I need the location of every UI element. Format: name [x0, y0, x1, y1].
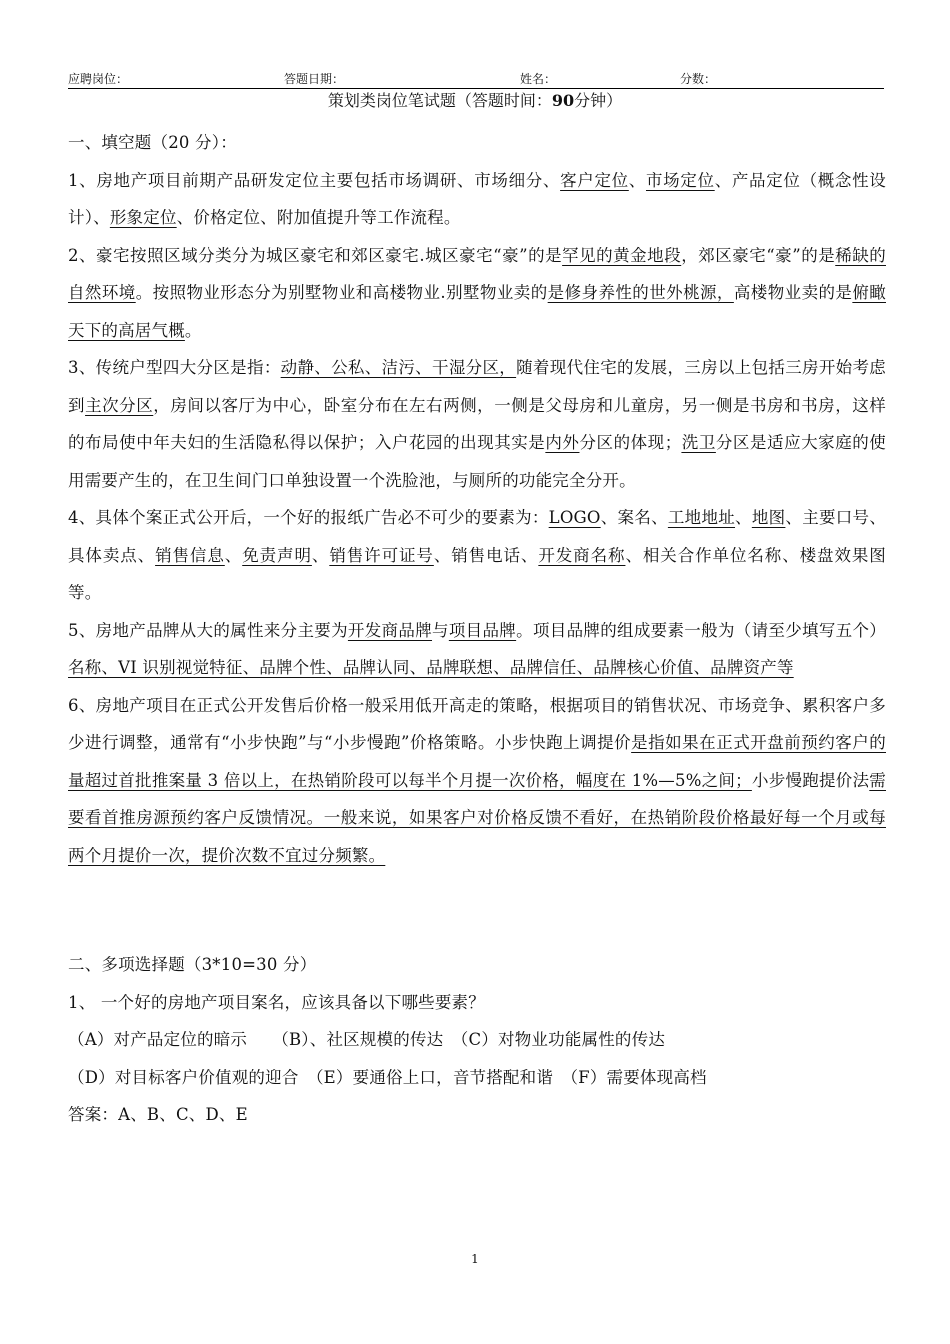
q4-text: 、案名、	[600, 508, 668, 527]
q1-answer: 形象定位	[109, 208, 177, 227]
q3-answer: 洗卫	[681, 433, 716, 452]
q6-answer: 是指如果在正式开盘前预约客户的量超过首批推案量 3 倍以上，在热销阶段可以每半个月提一次价格，幅度在 1%—5%之间；	[68, 733, 886, 790]
q2-answer: 俯瞰天下的高居气概	[68, 283, 886, 340]
mc-question-1: 1、 一个好的房地产项目案名，应该具备以下哪些要素？	[68, 992, 485, 1012]
page-number: 1	[471, 1252, 479, 1266]
q3-answer: 动静、公私、洁污、干湿分区，	[280, 358, 517, 377]
question-3	[68, 349, 886, 499]
q4-text: 、	[311, 545, 330, 565]
q4-answer: 地图	[751, 508, 786, 527]
date-label: 答题日期：	[284, 72, 345, 86]
q3-text: ，房间以客厅为中心，卧室分布在左右两侧，一侧是父母房和儿童房，另一侧是书房和书房，这样的布局使中年夫妇的生活隐私得以保护；入户花园的出现其实是	[68, 395, 886, 452]
section2-heading: 二、多项选择题（3*10=30 分）	[68, 955, 317, 974]
q5-answer: 开发商品牌	[347, 620, 433, 640]
q4-answer: LOGO	[548, 508, 601, 527]
q2-text: ，郊区豪宅“豪”的是	[681, 245, 836, 265]
q4-answer: 工地地址	[667, 508, 736, 527]
q4-answer: 销售信息	[155, 545, 225, 565]
q2-answer: 稀缺的自然环境	[68, 245, 886, 302]
q2-text: 。按照物业形态分为别墅物业和高楼物业.别墅物业卖的	[135, 283, 548, 302]
q2-answer: 是修身养性的世外桃源，	[547, 283, 734, 302]
q5-text: 与	[432, 620, 449, 640]
q6-text: 6、房地产项目在正式公开发售后价格一般采用低开高走的策略，根据项目的销售状况、市场竞争、累积客户多少进行调整，通常有“小步快跑”与“小步慢跑”价格策略。小步快跑上调提价	[68, 695, 886, 752]
q1-text: 1、房地产项目前期产品研发定位主要包括市场调研、市场细分、	[68, 170, 561, 190]
section-gap	[68, 874, 886, 946]
q2-text: 。	[184, 320, 202, 340]
q5-answer: 名称、VI 识别视觉特征、品牌个性、品牌认同、品牌联想、品牌信任、品牌核心价值、品牌资产等	[68, 658, 794, 677]
score-label: 分数：	[680, 72, 717, 86]
q4-text: 、	[224, 545, 243, 565]
page-title	[0, 90, 950, 112]
q3-text: 随着现代住宅的发展，三房以上包括三房开始考虑到	[68, 358, 886, 415]
q3-answer: 内外	[545, 433, 580, 452]
q4-answer: 销售许可证号	[329, 545, 434, 565]
q6-answer: 需要看首推房源预约客户反馈情况。一般来说，如果客户对价格反馈不看好，在热销阶段价格最好每一个月或每两个月提价一次，提价次数不宜过分频繁。	[68, 770, 886, 865]
q2-text: 2、豪宅按照区域分类分为城区豪宅和郊区豪宅.城区豪宅“豪”的是	[68, 245, 563, 265]
q4-text: 、相关合作单位名称、楼盘效果图等。	[68, 545, 886, 602]
question-4	[68, 499, 886, 612]
q4-text: 4、具体个案正式公开后，一个好的报纸广告必不可少的要素为：	[68, 508, 549, 527]
name-label: 姓名：	[520, 72, 557, 86]
q1-text: 、	[628, 170, 646, 190]
question-5	[68, 612, 886, 687]
q2-text: 高楼物业卖的是	[733, 283, 853, 302]
document-body	[68, 124, 886, 1134]
position-label: 应聘岗位：	[68, 72, 129, 86]
q3-text: 分区的体现；	[579, 433, 682, 452]
section1-heading: 一、填空题（20 分）：	[68, 133, 237, 152]
mc-answer: 答案：A、B、C、D、E	[68, 1105, 248, 1124]
q5-text: 5、房地产品牌从大的属性来分主要为	[68, 620, 348, 640]
q4-text: 、主要口号、具体卖点、	[68, 508, 887, 565]
q1-text: 、产品定位（概念性设计）、	[68, 170, 886, 227]
q1-answer: 客户定位	[560, 170, 629, 190]
question-2	[68, 237, 886, 350]
q1-text: 、价格定位、附加值提升等工作流程。	[176, 208, 461, 227]
question-1	[68, 162, 886, 237]
q3-text: 3、传统户型四大分区是指：	[68, 358, 281, 377]
q5-answer: 项目品牌	[448, 620, 517, 640]
title-text: 策划类岗位笔试题（答题时间：	[327, 91, 552, 110]
title-unit: 分钟）	[574, 91, 623, 110]
q5-text: 。项目品牌的组成要素一般为（请至少填写五个）	[516, 620, 887, 640]
page-header	[68, 70, 884, 89]
q4-answer: 免责声明	[242, 545, 312, 565]
q4-text: 、	[735, 508, 752, 527]
q3-text: 分区是适应大家庭的使用需要产生的，在卫生间门口单独设置一个洗脸池，与厕所的功能完全分开。	[68, 433, 887, 490]
q4-answer: 开发商名称	[538, 545, 626, 565]
title-time: 90	[551, 91, 575, 110]
mc-options-line-1: （A）对产品定位的暗示 （B）、社区规模的传达 （C）对物业功能属性的传达	[68, 1030, 666, 1049]
mc-options-line-2: （D）对目标客户价值观的迎合 （E）要通俗上口，音节搭配和谐 （F）需要体现高档	[68, 1067, 707, 1087]
q2-answer: 罕见的黄金地段	[562, 245, 682, 265]
q1-answer: 市场定位	[645, 170, 715, 190]
q6-text: 小步慢跑提价法	[751, 770, 870, 790]
question-6	[68, 687, 886, 875]
q3-answer: 主次分区	[85, 395, 154, 415]
q4-text: 、销售电话、	[433, 545, 539, 565]
